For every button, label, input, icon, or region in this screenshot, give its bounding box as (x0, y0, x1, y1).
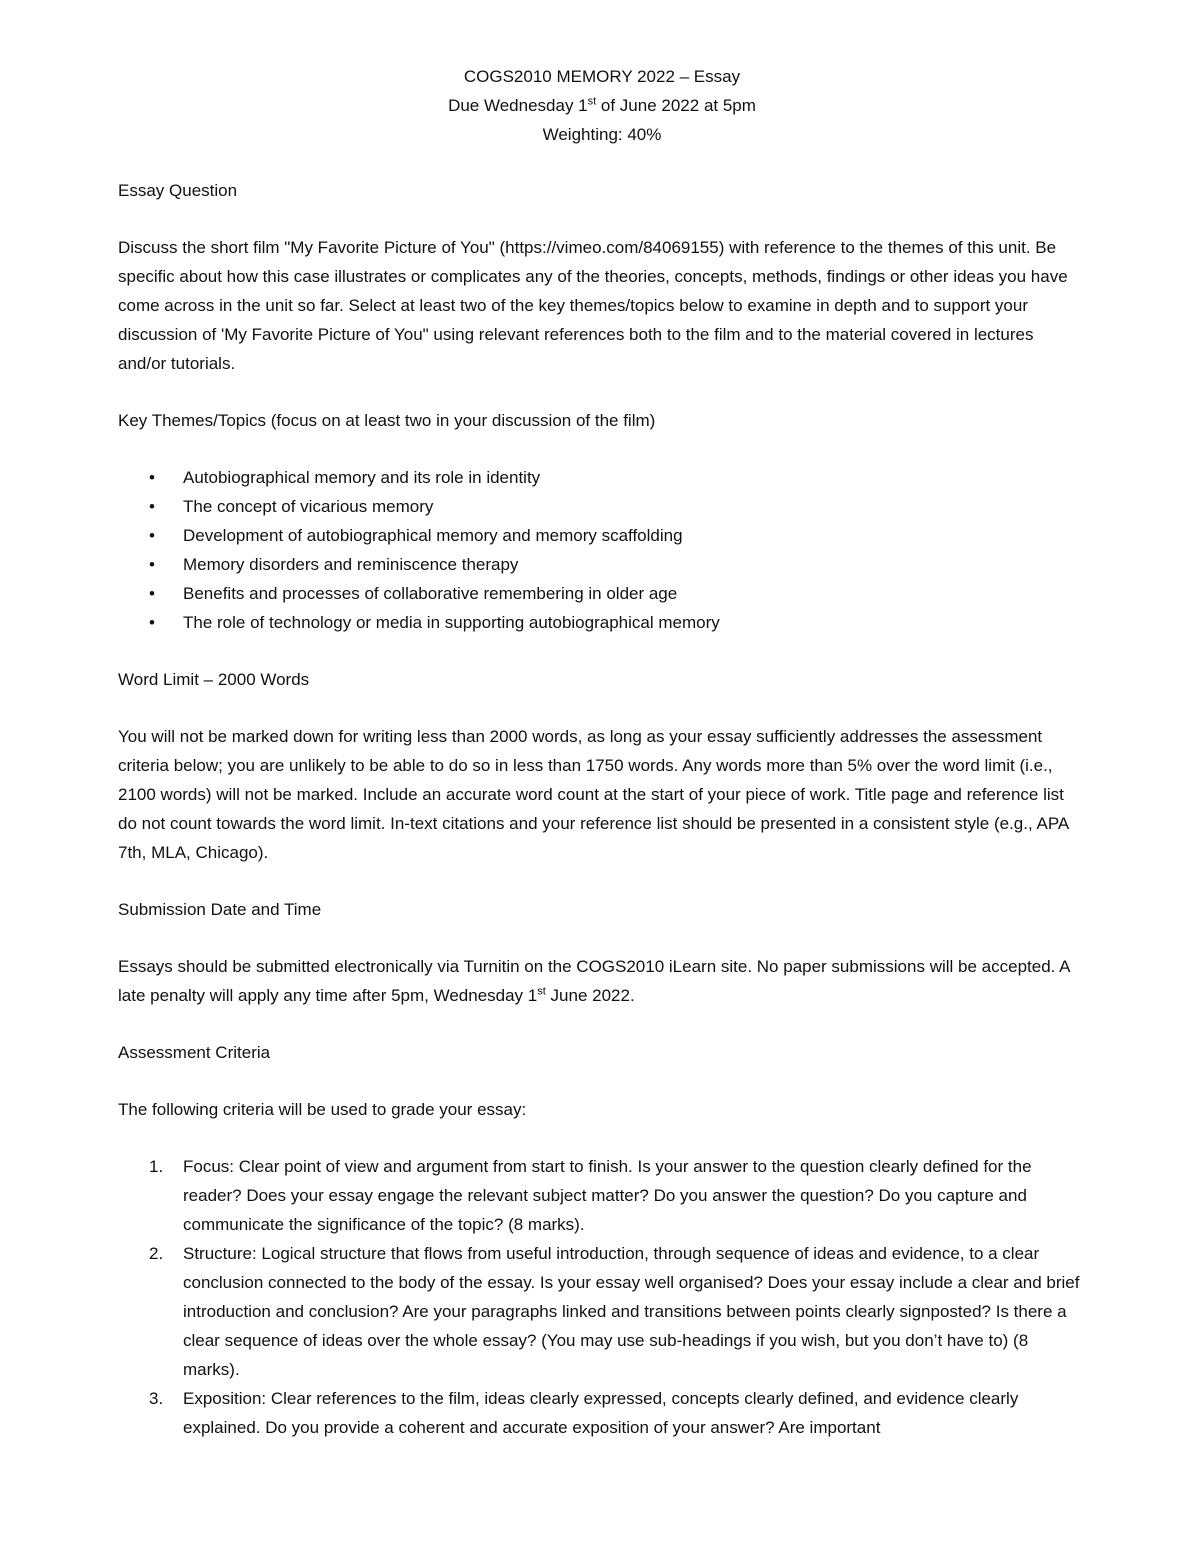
themes-list (118, 463, 1086, 637)
submission-body-suffix: June 2022. (545, 986, 635, 1005)
list-item (149, 1384, 1086, 1442)
criteria-heading: Assessment Criteria (118, 1043, 271, 1062)
word-limit-heading: Word Limit – 2000 Words (118, 670, 310, 689)
criterion-text: Focus: Clear point of view and argument from start to finish. Is your answer to the question clearly defined for the reader? Does your essay engage the relevant subject matter? Do you answer the question? Do you capture and communicate the significance of the topic? (8 marks). (183, 1157, 1032, 1234)
list-item (149, 1152, 1086, 1239)
due-date-prefix: Due Wednesday 1 (448, 96, 588, 115)
list-number: 1. (149, 1157, 164, 1176)
submission-body-prefix: Essays should be submitted electronically via Turnitin on the COGS2010 iLearn site. No paper submissions will be accepted. A late penalty will apply any time after 5pm, Wednesday 1 (118, 957, 1070, 1005)
list-item (149, 1239, 1086, 1384)
list-item: • Memory disorders and reminiscence therapy (183, 550, 1086, 579)
list-item: • Benefits and processes of collaborative remembering in older age (183, 579, 1086, 608)
list-item: • Development of autobiographical memory and memory scaffolding (183, 521, 1086, 550)
submission-heading: Submission Date and Time (118, 900, 322, 919)
submission-body (118, 952, 1086, 1010)
criterion-text: Exposition: Clear references to the film, ideas clearly expressed, concepts clearly defined, and evidence clearly explained. Do you provide a coherent and accurate exposition of your answer? Are important (183, 1389, 1019, 1437)
title-block (118, 62, 1086, 149)
due-date (118, 91, 1086, 120)
document-title: COGS2010 MEMORY 2022 – Essay (463, 67, 741, 86)
themes-heading: Key Themes/Topics (focus on at least two in your discussion of the film) (118, 411, 656, 430)
word-limit-body: You will not be marked down for writing less than 2000 words, as long as your essay sufficiently addresses the assessment criteria below; you are unlikely to be able to do so in less than 1750 words. Any words more than 5% over the word limit (i.e., 2100 words) will not be marked. Include an accurate word count at the start of your piece of work. Title page and reference list do not count towards the word limit. In-text citations and your reference list should be presented in a consistent style (e.g., APA 7th, MLA, Chicago). (118, 727, 1069, 862)
criteria-intro: The following criteria will be used to grade your essay: (118, 1100, 527, 1119)
submission-body-sup: st (537, 985, 546, 998)
list-item: • The role of technology or media in supporting autobiographical memory (183, 608, 1086, 637)
essay-question-body: Discuss the short film "My Favorite Picture of You" (https://vimeo.com/84069155) with reference to the themes of this unit. Be specific about how this case illustrates or complicates any of the theories, concepts, methods, findings or other ideas you have come across in the unit so far. Select at least two of the key themes/topics below to examine in depth and to support your discussion of 'My Favorite Picture of You" using relevant references both to the film and to the material covered in lectures and/or tutorials. (118, 238, 1068, 373)
due-date-suffix: of June 2022 at 5pm (596, 96, 756, 115)
essay-question-heading: Essay Question (118, 181, 238, 200)
list-number: 2. (149, 1244, 164, 1263)
due-date-sup: st (587, 95, 597, 108)
criterion-text: Structure: Logical structure that flows from useful introduction, through sequence of ideas and evidence, to a clear conclusion connected to the body of the essay. Is your essay well organised? Does your essay include a clear and brief introduction and conclusion? Are your paragraphs linked and transitions between points clearly signposted? Is there a clear sequence of ideas over the whole essay? (You may use sub-headings if you wish, but you don’t have to) (8 marks). (183, 1244, 1080, 1379)
criteria-list (118, 1152, 1086, 1442)
document-page (118, 62, 1086, 1442)
list-number: 3. (149, 1389, 164, 1408)
list-item: • Autobiographical memory and its role in identity (183, 463, 1086, 492)
list-item: • The concept of vicarious memory (183, 492, 1086, 521)
weighting: Weighting: 40% (542, 125, 662, 144)
